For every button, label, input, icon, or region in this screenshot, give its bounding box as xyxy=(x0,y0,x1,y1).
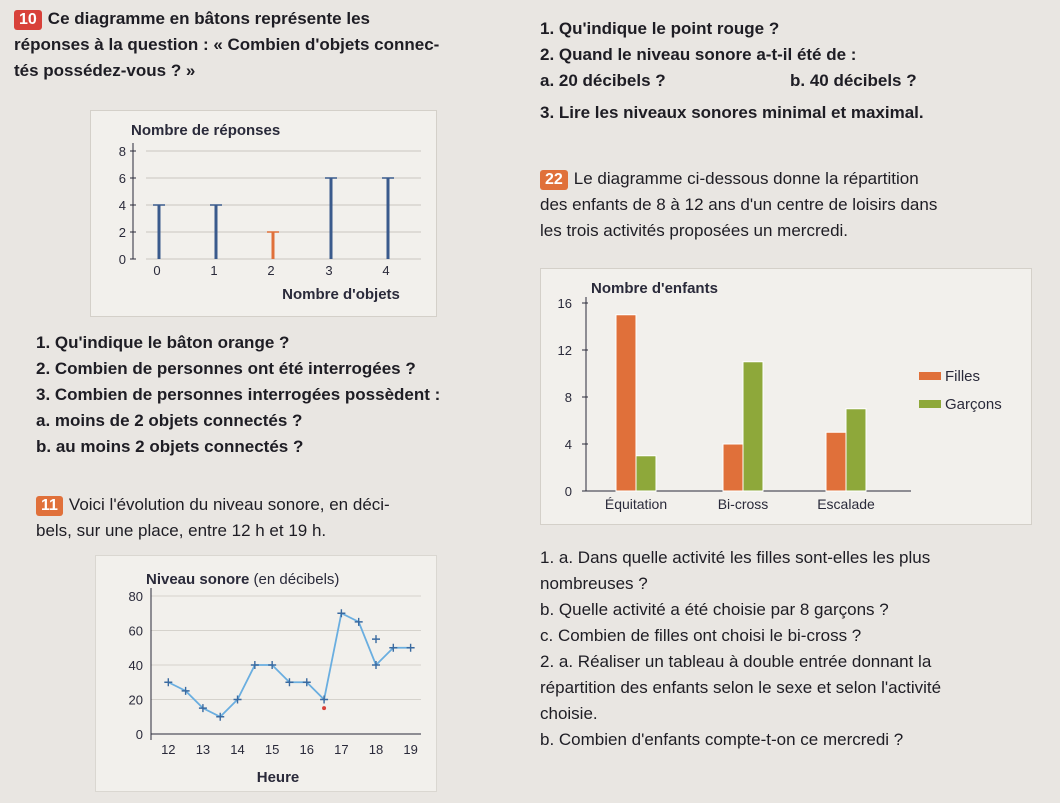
objects-ytick-label: 2 xyxy=(118,225,126,240)
ex22-q1a-cont: nombreuses ? xyxy=(540,574,648,593)
sound-ytick-label: 80 xyxy=(128,589,143,604)
ex10-questions xyxy=(36,330,536,460)
sound-chart xyxy=(96,556,436,791)
children-bar xyxy=(846,409,866,491)
ex22-q2a-cont: répartition des enfants selon le sexe et selon l'activité xyxy=(540,678,942,697)
children-legend-label: Garçons xyxy=(945,396,1002,413)
sound-xtick-label: 16 xyxy=(299,742,315,757)
objects-xtick-label: 1 xyxy=(210,263,218,278)
children-ytick-label: 4 xyxy=(564,437,572,452)
sound-ytick-label: 0 xyxy=(135,727,143,742)
ex11-q2a: a. 20 décibels ? xyxy=(540,71,666,90)
ex11-questions xyxy=(540,16,1050,126)
objects-xtick-label: 4 xyxy=(382,263,390,278)
sound-chart-xlabel: Heure xyxy=(256,769,300,786)
ex22-q1b: b. Quelle activité a été choisie par 8 garçons ? xyxy=(540,600,889,619)
children-bar xyxy=(743,362,763,491)
ex11-number: 11 xyxy=(36,496,63,516)
ex10-q3: 3. Combien de personnes interrogées possèdent : xyxy=(36,385,441,404)
sound-xtick-label: 19 xyxy=(403,742,418,757)
children-xtick-label: Escalade xyxy=(817,496,875,512)
children-legend-swatch xyxy=(919,372,941,380)
sound-ytick-label: 60 xyxy=(128,623,143,639)
ex10-q1: 1. Qu'indique le bâton orange ? xyxy=(36,333,290,352)
children-legend-swatch xyxy=(919,400,941,408)
ex22-q2a-cont-2: choisie. xyxy=(540,704,598,723)
ex22-intro-line-3: les trois activités proposées un mercredi. xyxy=(540,221,849,240)
sound-xtick-label: 17 xyxy=(334,742,349,757)
children-ytick-label: 8 xyxy=(564,390,572,405)
sound-xtick-label: 12 xyxy=(161,742,176,757)
ex10-intro-line-3: tés possédez-vous ? » xyxy=(14,61,196,80)
ex22-number: 22 xyxy=(540,170,568,190)
sound-point xyxy=(355,618,363,626)
children-xtick-label: Bi-cross xyxy=(717,496,769,512)
sound-point xyxy=(407,644,415,652)
sound-point xyxy=(372,635,380,643)
children-xtick-label: Équitation xyxy=(604,496,668,512)
children-bar xyxy=(826,432,846,491)
children-bar xyxy=(723,444,743,491)
ex11-q2b: b. 40 décibels ? xyxy=(790,71,917,90)
ex11-q1: 1. Qu'indique le point rouge ? xyxy=(540,19,780,38)
sound-xtick-label: 15 xyxy=(264,742,280,757)
ex22-q2a: 2. a. Réaliser un tableau à double entrée donnant la xyxy=(540,652,932,671)
sound-point xyxy=(251,661,259,669)
objects-chart-title: Nombre de réponses xyxy=(131,122,281,139)
children-legend-label: Filles xyxy=(945,368,981,385)
ex11-intro xyxy=(36,492,536,544)
objects-ytick-label: 4 xyxy=(118,198,126,213)
ex22-q2b: b. Combien d'enfants compte-t-on ce mercredi ? xyxy=(540,730,904,749)
ex10-q3a: a. moins de 2 objets connectés ? xyxy=(36,411,303,430)
ex22-questions xyxy=(540,545,1055,753)
sound-chart-title-main: Niveau sonore xyxy=(146,571,250,588)
sound-xtick-label: 13 xyxy=(195,742,211,757)
sound-chart-panel xyxy=(95,555,437,792)
children-ytick-label: 16 xyxy=(557,296,572,311)
ex11-q2: 2. Quand le niveau sonore a-t-il été de : xyxy=(540,45,857,64)
objects-ytick-label: 0 xyxy=(118,252,126,267)
children-chart xyxy=(541,269,1031,524)
ex10-intro-line-2: réponses à la question : « Combien d'objets connec- xyxy=(14,35,440,54)
sound-xtick-label: 18 xyxy=(368,742,384,757)
ex22-intro-line-2: des enfants de 8 à 12 ans d'un centre de loisirs dans xyxy=(540,195,938,214)
ex10-q2: 2. Combien de personnes ont été interrogées ? xyxy=(36,359,416,378)
ex11-intro-line-1: Voici l'évolution du niveau sonore, en déci- xyxy=(68,495,390,514)
sound-xtick-label: 14 xyxy=(230,742,245,757)
children-chart-panel xyxy=(540,268,1032,525)
children-ytick-label: 0 xyxy=(564,484,572,499)
ex22-q1c: c. Combien de filles ont choisi le bi-cross ? xyxy=(540,626,862,645)
objects-ytick-label: 8 xyxy=(118,144,126,159)
ex11-q2-options xyxy=(540,68,1050,94)
objects-chart-panel xyxy=(90,110,437,317)
sound-point xyxy=(164,678,172,686)
sound-ytick-label: 20 xyxy=(128,692,143,708)
ex22-q1a: 1. a. Dans quelle activité les filles sont-elles les plus xyxy=(540,548,931,567)
ex11-intro-line-2: bels, sur une place, entre 12 h et 19 h. xyxy=(36,521,327,540)
ex10-q3b: b. au moins 2 objets connectés ? xyxy=(36,437,304,456)
sound-ytick-label: 40 xyxy=(128,658,143,673)
objects-ytick-label: 6 xyxy=(118,171,126,186)
children-chart-title: Nombre d'enfants xyxy=(591,280,718,297)
ex10-intro-line-1: Ce diagramme en bâtons représente les xyxy=(47,9,370,28)
objects-xtick-label: 3 xyxy=(325,263,333,278)
children-bar xyxy=(636,456,656,491)
ex10-number: 10 xyxy=(14,10,42,30)
sound-chart-title-suffix: (en décibels) xyxy=(253,571,340,588)
objects-chart-xlabel: Nombre d'objets xyxy=(282,286,400,303)
children-bar xyxy=(616,315,636,491)
sound-red-point xyxy=(322,706,326,710)
objects-xtick-label: 0 xyxy=(153,263,161,278)
children-ytick-label: 12 xyxy=(557,343,572,358)
sound-point xyxy=(337,609,345,617)
sound-chart-title xyxy=(146,571,339,588)
ex10-intro xyxy=(14,6,524,84)
ex22-intro-line-1: Le diagramme ci-dessous donne la répartition xyxy=(573,169,919,188)
objects-chart xyxy=(91,111,436,316)
objects-xtick-label: 2 xyxy=(267,263,275,278)
ex11-q3: 3. Lire les niveaux sonores minimal et maximal. xyxy=(540,103,924,122)
ex22-intro xyxy=(540,166,1055,244)
